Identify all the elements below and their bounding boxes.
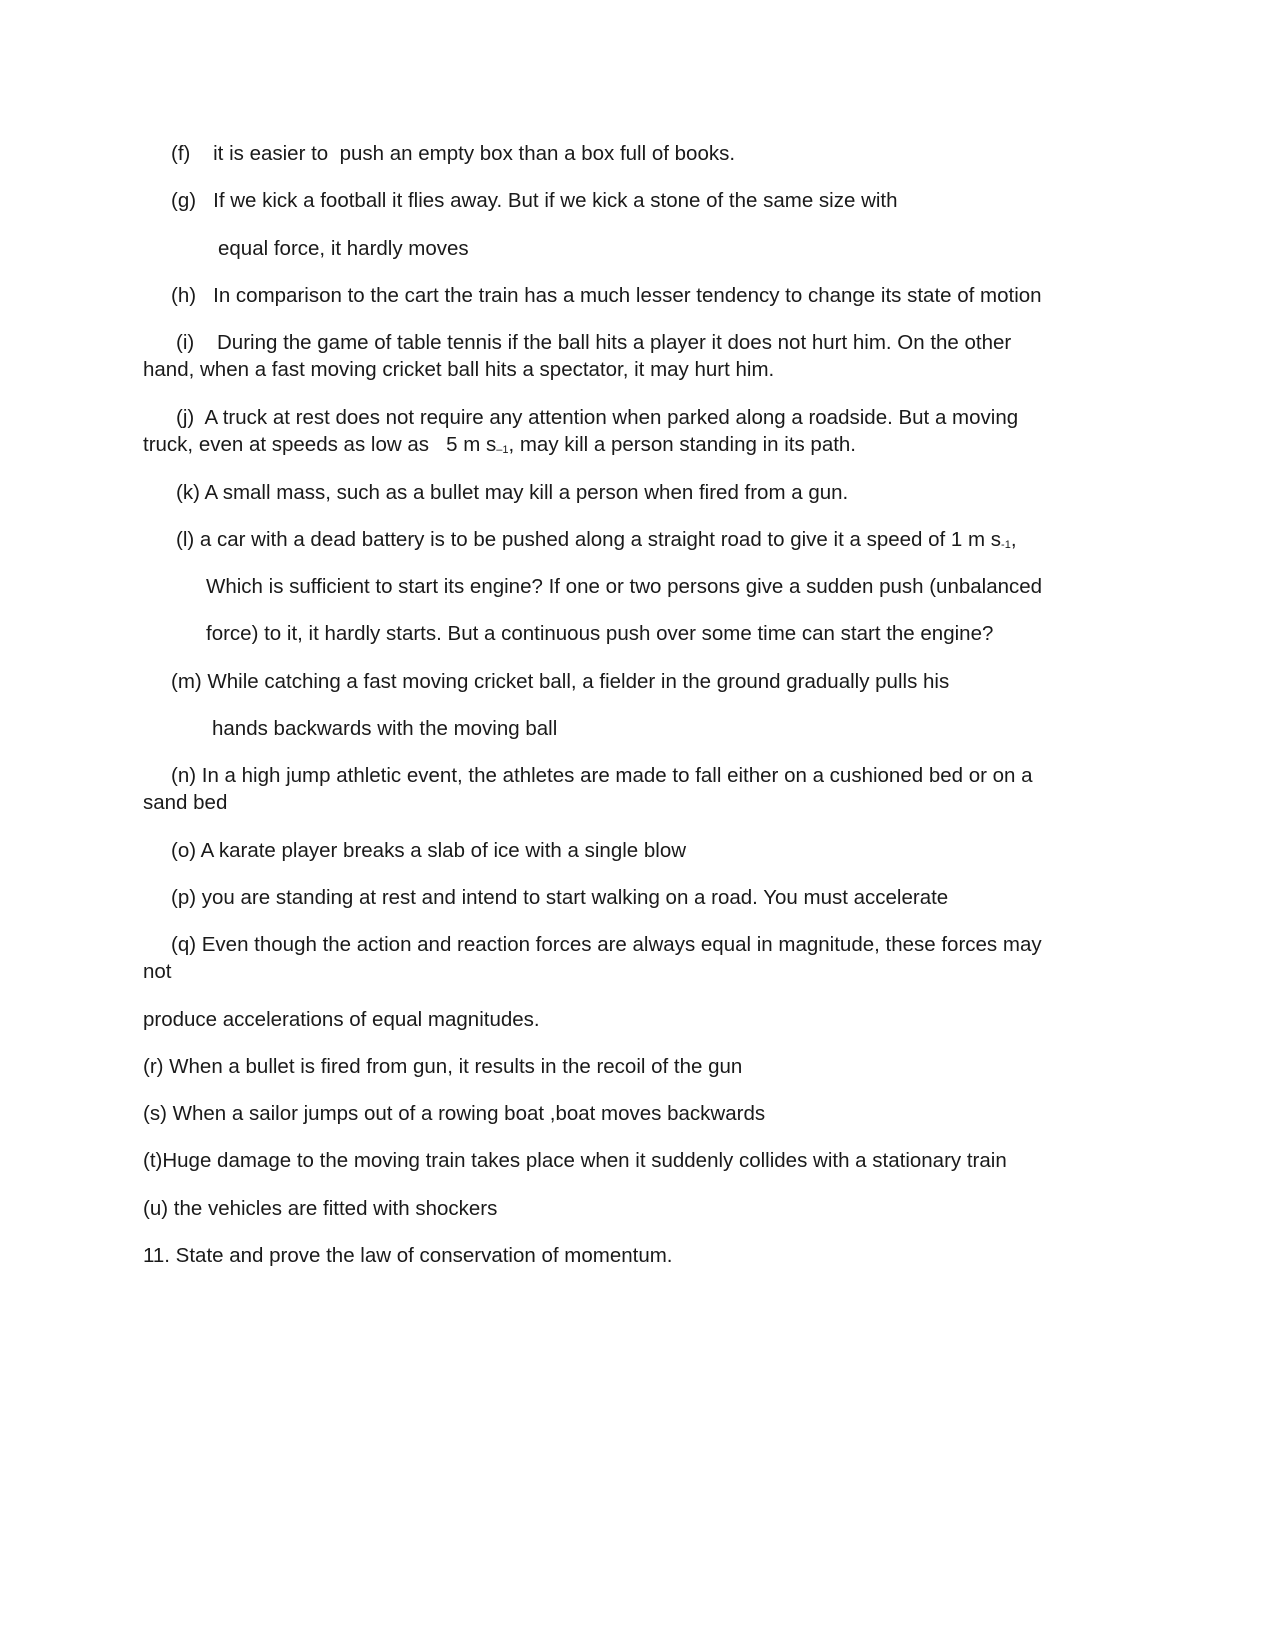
- item-l-unit-exponent: -1: [1001, 539, 1011, 551]
- item-g-line2: equal force, it hardly moves: [218, 237, 469, 260]
- item-l-line1-text-a: (l) a car with a dead battery is to be pushed along a straight road to give it a speed of 1 m s: [176, 528, 1002, 551]
- item-n-line1: (n) In a high jump athletic event, the athletes are made to fall either on a cushioned bed or on a: [171, 764, 1033, 787]
- item-i-line2: hand, when a fast moving cricket ball hits a spectator, it may hurt him.: [143, 358, 775, 381]
- item-g-line1: (g) If we kick a football it flies away. But if we kick a stone of the same size with: [171, 189, 898, 212]
- item-s: (s) When a sailor jumps out of a rowing boat ,boat moves backwards: [143, 1102, 766, 1125]
- item-m-line2: hands backwards with the moving ball: [212, 717, 558, 740]
- item-r: (r) When a bullet is fired from gun, it results in the recoil of the gun: [143, 1055, 743, 1078]
- item-o: (o) A karate player breaks a slab of ice with a single blow: [171, 839, 687, 862]
- item-n-line2: sand bed: [143, 791, 228, 814]
- item-l-line2: Which is sufficient to start its engine? If one or two persons give a sudden push (unbalanced: [206, 575, 1043, 598]
- item-f: (f) it is easier to push an empty box than a box full of books.: [171, 142, 736, 165]
- item-p: (p) you are standing at rest and intend to start walking on a road. You must accelerate: [171, 886, 949, 909]
- item-l-line3: force) to it, it hardly starts. But a continuous push over some time can start the engine?: [206, 622, 994, 645]
- item-h: (h) In comparison to the cart the train has a much lesser tendency to change its state of motion: [171, 284, 1042, 307]
- item-t: (t)Huge damage to the moving train takes place when it suddenly collides with a stationary train: [143, 1149, 1007, 1172]
- item-i-line1: (i) During the game of table tennis if the ball hits a player it does not hurt him. On the other: [176, 331, 1012, 354]
- item-l-line1: [176, 528, 1017, 557]
- item-j-line2-text-a: truck, even at speeds as low as 5 m s: [143, 433, 497, 456]
- item-j-unit-exponent: –1: [496, 444, 509, 456]
- item-m-line1: (m) While catching a fast moving cricket ball, a fielder in the ground gradually pulls his: [171, 670, 950, 693]
- item-k: (k) A small mass, such as a bullet may kill a person when fired from a gun.: [176, 481, 849, 504]
- item-q-line1: (q) Even though the action and reaction forces are always equal in magnitude, these forces may: [171, 933, 1042, 956]
- item-q-line3: produce accelerations of equal magnitudes.: [143, 1008, 540, 1031]
- item-j-line2: [143, 433, 856, 462]
- item-q-line2: not: [143, 960, 172, 983]
- item-u: (u) the vehicles are fitted with shockers: [143, 1197, 498, 1220]
- item-l-line1-text-b: ,: [1010, 528, 1017, 551]
- question-11: 11. State and prove the law of conservation of momentum.: [143, 1244, 673, 1267]
- item-j-line1: (j) A truck at rest does not require any attention when parked along a roadside. But a moving: [176, 406, 1019, 429]
- item-j-line2-text-b: , may kill a person standing in its path.: [508, 433, 857, 456]
